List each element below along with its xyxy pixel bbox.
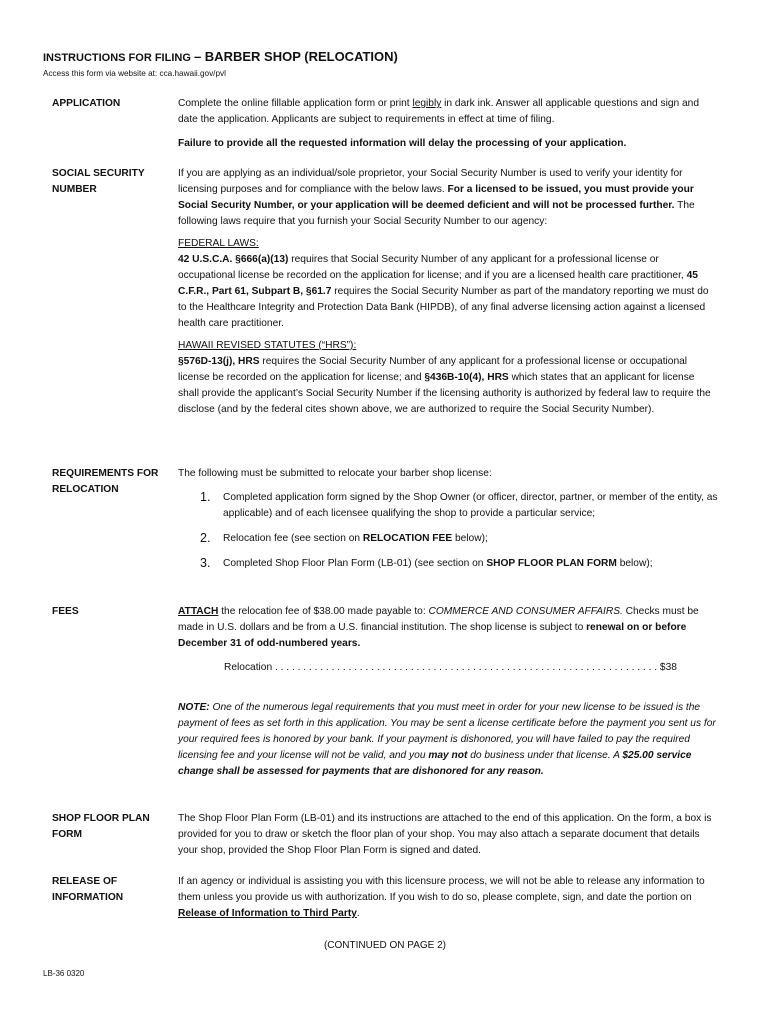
section-label-ssn: SOCIAL SECURITY NUMBER (52, 168, 145, 195)
list-item: 2. Relocation fee (see section on RELOCATION FEE below); (200, 531, 488, 545)
form-number: LB-36 0320 (43, 969, 85, 978)
hrs-heading: HAWAII REVISED STATUTES (“HRS”): (178, 340, 357, 351)
section-label-application: APPLICATION (52, 98, 121, 109)
page-title (43, 49, 398, 66)
release-link: Release of Information to Third Party (178, 908, 357, 919)
section-label-requirements: REQUIREMENTS FOR RELOCATION (52, 468, 159, 495)
fees-paragraph: ATTACH the relocation fee of $38.00 made payable to: COMMERCE AND CONSUMER AFFAIRS. Checks must be made in U.S. dollars and be from a U.S. financial institution. The shop license is subject to renewal on or before December 31 of odd-numbered years. (178, 606, 699, 649)
section-body-floor-plan (178, 811, 718, 859)
section-body-application (178, 96, 718, 152)
application-paragraph: Complete the online fillable application form or print legibly in dark ink. Answer all applicable questions and sign and date the application. Applicants are subject to requirements in effect at time of filing. (178, 98, 700, 125)
hrs-text: §576D-13(j), HRS requires the Social Security Number of any applicant for a professional license or occupational license be recorded on the application for license; and §436B-10(4), HRS which states that an applicant for license shall provide the applicant’s Social Security Number if the licensing authority is authorized by federal law to require the disclose (and by the federal cites shown above, we are authorized to require the Social Security Number). (178, 356, 711, 415)
section-label-floor-plan: SHOP FLOOR PLAN FORM (52, 813, 150, 840)
section-body-release (178, 874, 718, 922)
fee-relocation-line: Relocation . . . . . . . . . . . . . . . . . . . . . . . . . . . . . . . . . . . . . . . . . . . . . . . . . . . . . . . . . . . . . . . . . . . . $38 (224, 662, 677, 673)
list-item: 1. Completed application form signed by the Shop Owner (or officer, director, partner, or member of the entity, as applicable) and of each licensee qualifying the shop to provide a particular service; (200, 490, 718, 519)
application-warning: Failure to provide all the requested information will delay the processing of your application. (178, 138, 627, 149)
list-item: 3. Completed Shop Floor Plan Form (LB-01) (see section on SHOP FLOOR PLAN FORM below); (200, 556, 653, 570)
section-body-fees (178, 604, 718, 780)
access-note: Access this form via website at: cca.hawaii.gov/pvl (43, 69, 226, 78)
section-body-requirements (178, 466, 718, 572)
release-text: If an agency or individual is assisting you with this licensure process, we will not be able to release any information to them unless you provide us with authorization. If you wish to do so, please complete, sign, and date the portion on Release of Information to Third Party. (178, 876, 705, 919)
title-prefix: INSTRUCTIONS FOR FILING (43, 52, 191, 64)
section-label-fees: FEES (52, 606, 79, 617)
title-main: – BARBER SHOP (RELOCATION) (193, 49, 398, 64)
requirements-intro: The following must be submitted to relocate your barber shop license: (178, 468, 492, 479)
section-body-ssn (178, 166, 718, 418)
section-label-release: RELEASE OF INFORMATION (52, 876, 124, 903)
floor-plan-text: The Shop Floor Plan Form (LB-01) and its instructions are attached to the end of this application. On the form, a box is provided for you to draw or sketch the floor plan of your shop. You may also attach a separate document that details your shop, provided the Shop Floor Plan Form is signed and dated. (178, 813, 712, 856)
ssn-paragraph: If you are applying as an individual/sole proprietor, your Social Security Number is used to verify your identity for licensing purposes and for compliance with the below laws. For a licensed to be issued, you must provide your Social Security Number, or your application will be deemed deficient and will not be processed further. The following laws require that you furnish your Social Security Number to our agency: (178, 168, 695, 227)
federal-laws-text: 42 U.S.C.A. §666(a)(13) requires that Social Security Number of any applicant for a professional license or occupational license be recorded on the application for license; and if you are a licensed health care practitioner, 45 C.F.R., Part 61, Subpart B, §61.7 requires the Social Security Number as part of the mandatory reporting we must do to the Healthcare Integrity and Protection Data Bank (HIPDB), of any final adverse licensing action against a licensed health care practitioner. (178, 254, 709, 329)
fees-note: NOTE: One of the numerous legal requirements that you must meet in order for your new license to be issued is the payment of fees as set forth in this application. You may be sent a license certificate before the payment you sent us for your required fees is honored by your bank. If your payment is dishonored, you will have failed to pay the required licensing fee and your license will not be valid, and you may not do business under that license. A $25.00 service change shall be assessed for payments that are dishonored for any reason. (178, 702, 716, 777)
federal-laws-heading: FEDERAL LAWS: (178, 238, 259, 249)
continued-note: (CONTINUED ON PAGE 2) (323, 940, 447, 951)
